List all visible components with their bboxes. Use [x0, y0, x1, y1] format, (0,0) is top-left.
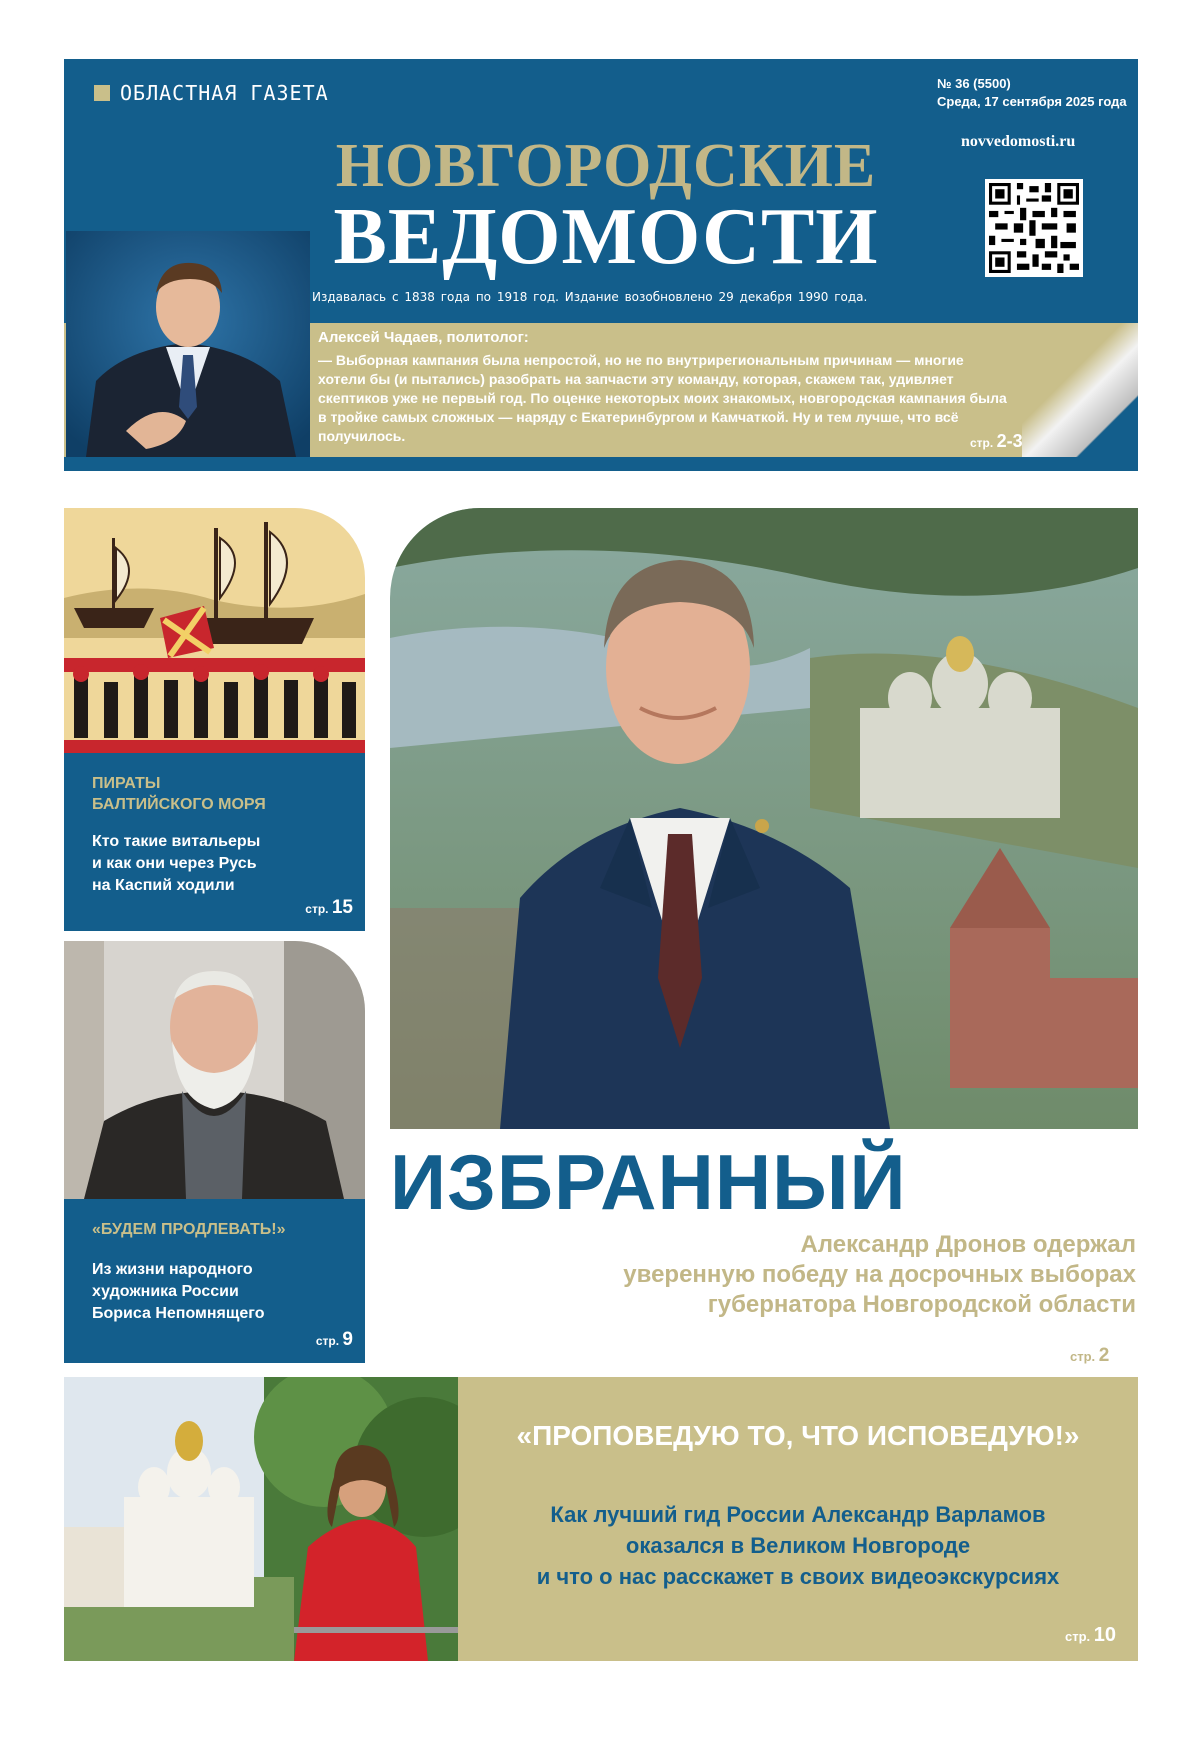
quote-page-ref[interactable]	[970, 431, 1023, 452]
qr-code-icon[interactable]	[985, 179, 1083, 277]
feature-description	[458, 1499, 1138, 1592]
governor-portrait-photo[interactable]	[390, 508, 1138, 1129]
main-page-ref[interactable]	[1070, 1345, 1109, 1367]
main-headline[interactable]: ИЗБРАННЫЙ	[390, 1138, 907, 1226]
quote-speaker: Алексей Чадаев, политолог:	[318, 329, 529, 346]
issue-info	[937, 75, 1127, 111]
story-page-ref[interactable]	[316, 1329, 353, 1351]
feature-title: «ПРОПОВЕДУЮ ТО, ЧТО ИСПОВЕДУЮ!»	[516, 1420, 1080, 1451]
newspaper-title-line1: НОВГОРОДСКИЕ	[335, 132, 877, 200]
edition-label	[94, 81, 329, 105]
website-link[interactable]: novvedomosti.ru	[961, 133, 1076, 150]
story-desc-line2: и как они через Русь	[92, 855, 257, 872]
story-kicker-line2: БАЛТИЙСКОГО МОРЯ	[92, 796, 266, 813]
feature-desc-line3: и что о нас расскажет в своих видеоэкскурсиях	[536, 1564, 1060, 1589]
main-sub-line2: уверенную победу на досрочных выборах	[623, 1261, 1136, 1288]
page-number: 2	[1098, 1345, 1110, 1366]
feature-desc-line1: Как лучший гид России Александр Варламов	[550, 1502, 1046, 1527]
story-desc-line2: художника России	[92, 1283, 239, 1300]
page-label: стр.	[970, 436, 994, 450]
newspaper-title-line2: ВЕДОМОСТИ	[333, 193, 879, 281]
quote-person-photo	[66, 231, 310, 457]
story-desc-line1: Кто такие витальеры	[92, 833, 261, 850]
story-desc-line3: на Каспий ходили	[92, 877, 235, 894]
issue-number: № 36 (5500)	[937, 76, 1011, 91]
main-sub-line1: Александр Дронов одержал	[800, 1231, 1136, 1258]
page-label: стр.	[1064, 1629, 1091, 1644]
quote-text: — Выборная кампания была непростой, но не по внутрирегиональным причинам — многие хотели бы (и пытались) разобрать на запчасти эту команду, которая, скажем так, удивляет скептиков уже не первый год. По оценке некоторых моих знакомых, новгородская кампания была в тройке самых сложных — наряду с Екатеринбургом и Камчаткой. Ну и тем лучше, что всё получилось.	[318, 352, 1007, 444]
page-label: стр.	[305, 902, 329, 916]
story-card-pirates[interactable]	[64, 753, 365, 931]
main-sub-line3: губернатора Новгородской области	[707, 1291, 1136, 1318]
page-curl-decoration	[1022, 323, 1138, 457]
page-label: стр.	[1070, 1349, 1096, 1364]
publication-history: Издавалась с 1838 года по 1918 год. Издание возобновлено 29 декабря 1990 года.	[312, 290, 868, 304]
page-number: 2-3	[996, 431, 1023, 451]
page-label: стр.	[315, 1334, 340, 1348]
feature-desc-line2: оказался в Великом Новгороде	[625, 1533, 971, 1558]
story-kicker-line1: «БУДЕМ ПРОДЛЕВАТЬ!»	[92, 1221, 286, 1238]
main-subheadline	[480, 1230, 1136, 1320]
issue-date: Среда, 17 сентября 2025 года	[937, 94, 1127, 109]
edition-label-text: ОБЛАСТНАЯ ГАЗЕТА	[120, 81, 329, 105]
story-kicker-line1: ПИРАТЫ	[92, 775, 161, 792]
page-number: 10	[1093, 1624, 1116, 1646]
feature-card[interactable]	[458, 1377, 1138, 1661]
square-bullet-icon	[94, 85, 110, 101]
masthead	[64, 59, 1138, 471]
page-number: 15	[331, 897, 353, 918]
story-desc-line1: Из жизни народного	[92, 1261, 253, 1278]
artist-portrait-photo[interactable]	[64, 941, 365, 1199]
guide-cathedral-photo[interactable]	[64, 1377, 458, 1661]
story-card-artist[interactable]	[64, 1199, 365, 1363]
story-page-ref[interactable]	[305, 897, 353, 919]
story-desc-line3: Бориса Непомнящего	[92, 1305, 265, 1322]
page-number: 9	[342, 1329, 353, 1350]
pirates-illustration[interactable]	[64, 508, 365, 753]
feature-page-ref[interactable]	[1065, 1624, 1116, 1647]
